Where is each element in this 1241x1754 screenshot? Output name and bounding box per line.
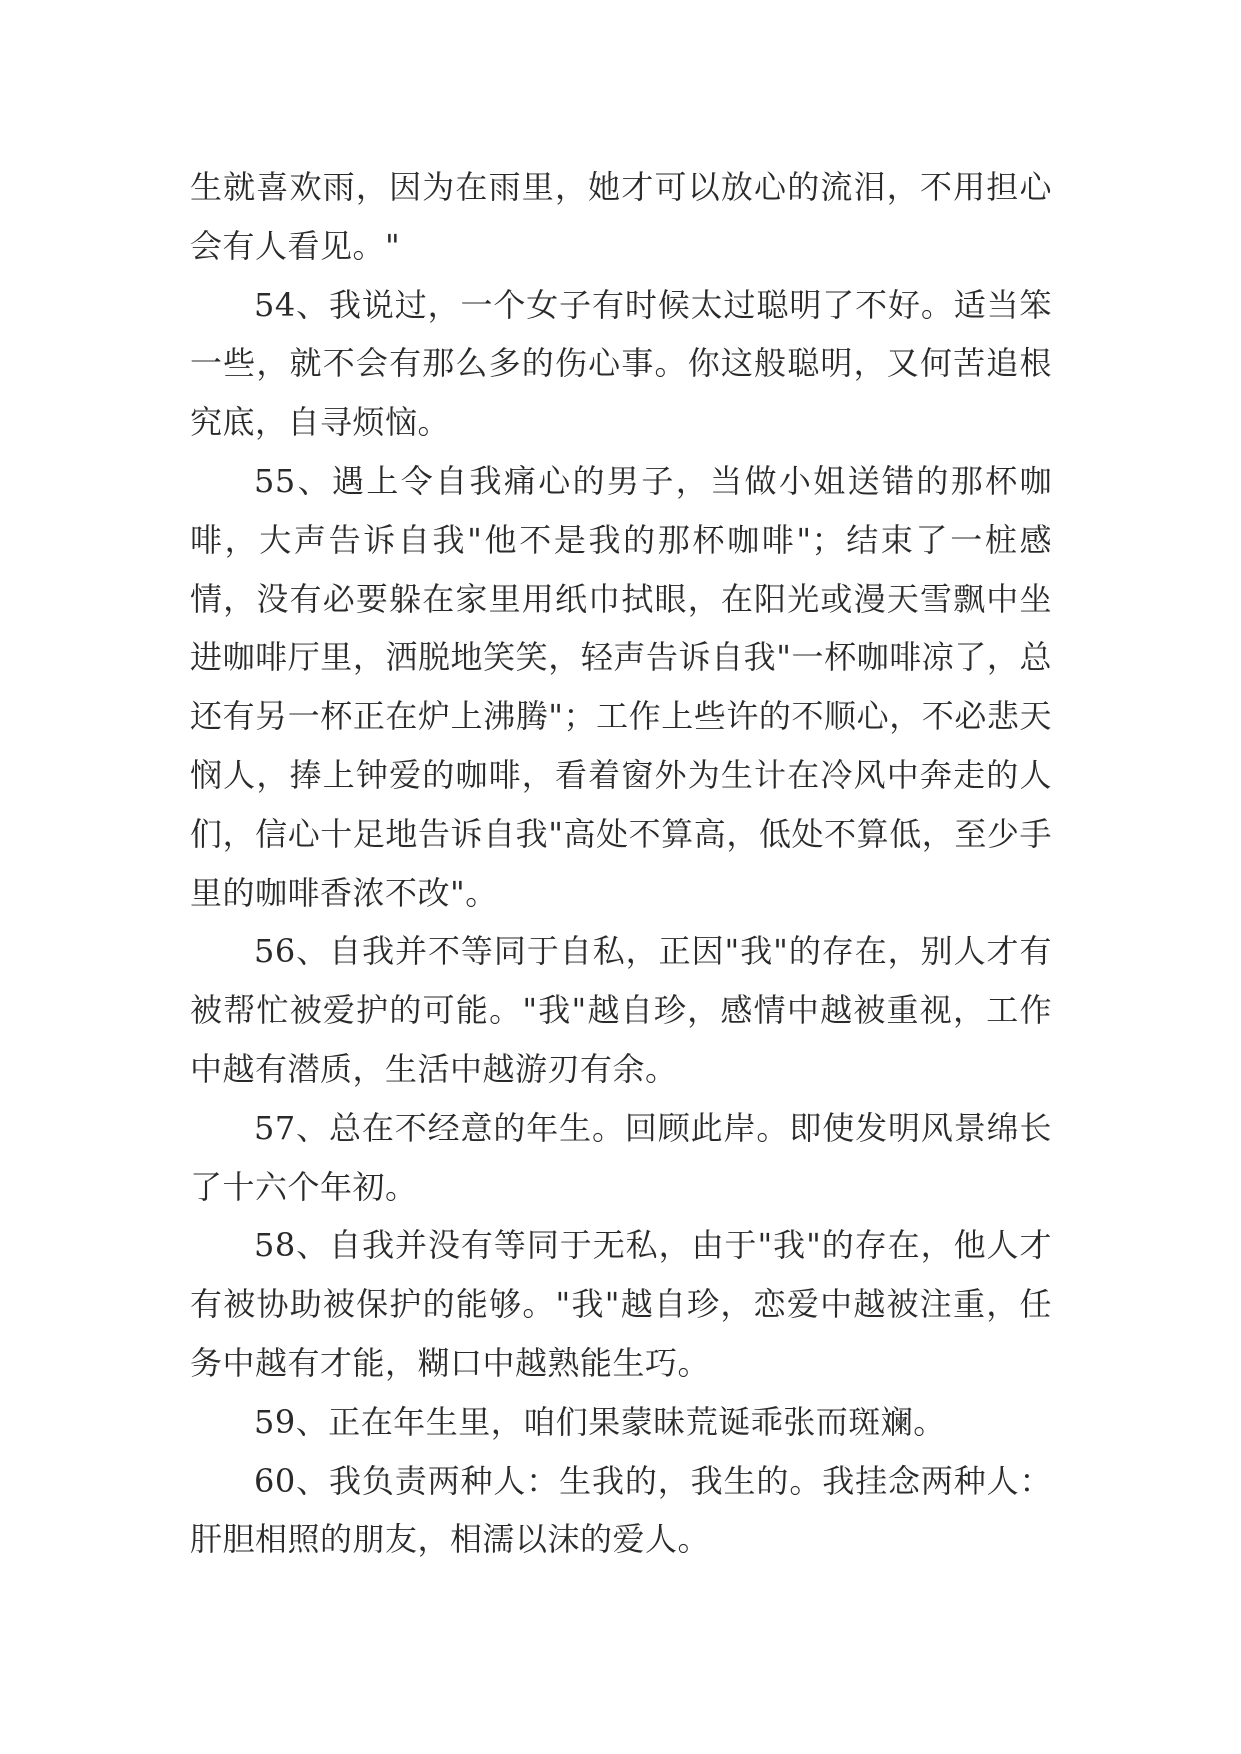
paragraph-60: 60、我负责两种人：生我的，我生的。我挂念两种人：肝胆相照的朋友，相濡以沫的爱人。 (190, 1461, 1052, 1559)
paragraph-54: 54、我说过，一个女子有时候太过聪明了不好。适当笨一些，就不会有那么多的伤心事。你这般聪明，又何苦追根究底，自寻烦恼。 (190, 285, 1052, 442)
paragraph-55: 55、遇上令自我痛心的男子，当做小姐送错的那杯咖啡，大声告诉自我"他不是我的那杯咖啡"；结束了一桩感情，没有必要躲在家里用纸巾拭眼，在阳光或漫天雪飘中坐进咖啡厅里，洒脱地笑笑，轻声告诉自我"一杯咖啡凉了，总还有另一杯正在炉上沸腾"；工作上些许的不顺心，不必悲天悯人，捧上钟爱的咖啡，看着窗外为生计在冷风中奔走的人们，信心十足地告诉自我"高处不算高，低处不算低，至少手里的咖啡香浓不改"。 (190, 461, 1052, 912)
paragraph-56: 56、自我并不等同于自私，正因"我"的存在，别人才有被帮忙被爱护的可能。"我"越自珍，感情中越被重视，工作中越有潜质，生活中越游刃有余。 (190, 932, 1052, 1088)
paragraph-53-continuation: 生就喜欢雨，因为在雨里，她才可以放心的流泪，不用担心会有人看见。" (190, 168, 1052, 265)
paragraph-57: 57、总在不经意的年生。回顾此岸。即使发明风景绵长了十六个年初。 (190, 1108, 1052, 1206)
paragraph-58: 58、自我并没有等同于无私，由于"我"的存在，他人才有被协助被保护的能够。"我"越自珍，恋爱中越被注重，任务中越有才能，糊口中越熟能生巧。 (190, 1226, 1052, 1382)
paragraph-59: 59、正在年生里，咱们果蒙昧荒诞乖张而斑斓。 (254, 1402, 946, 1441)
body-text (190, 158, 1052, 1569)
